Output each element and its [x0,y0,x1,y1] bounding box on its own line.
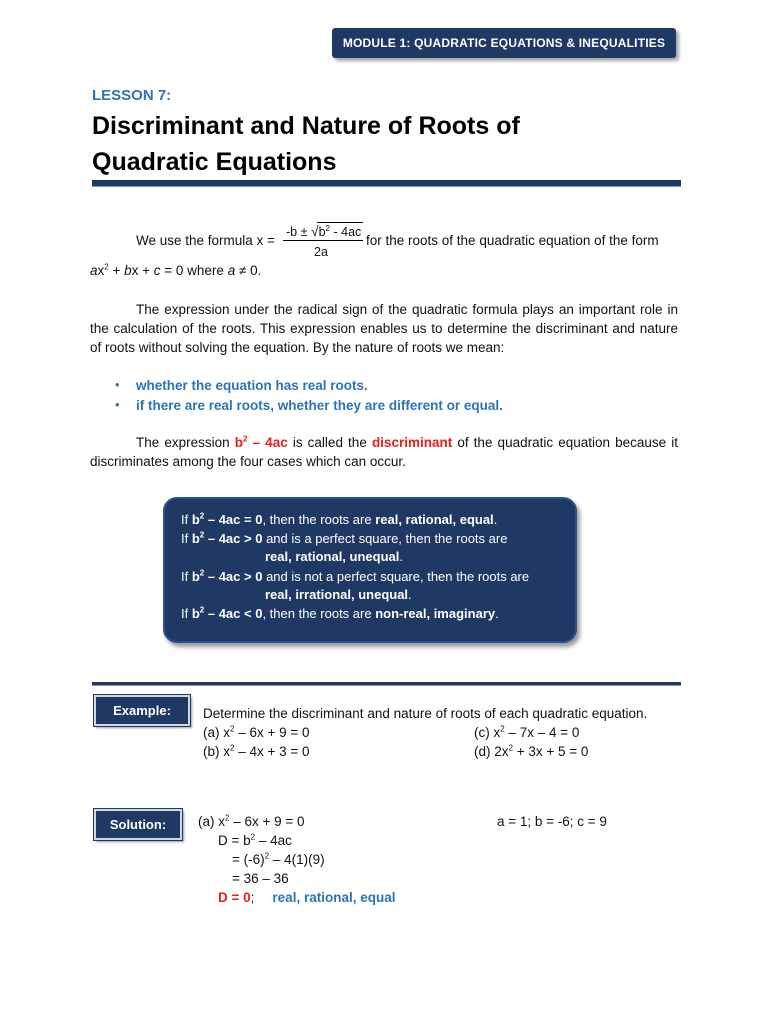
formula-suffix: for the roots of the quadratic equation of the form [366,233,659,248]
exponent: 2 [508,743,513,753]
eq-post: – 6x + 9 = 0 [229,814,305,829]
eq-post: – 6x + 9 = 0 [234,725,310,740]
exponent: 2 [199,530,205,540]
result-nature: real, rational, equal [272,890,396,905]
numerator-rest: - 4ac [330,225,362,239]
text: and is not a perfect square, then the roots are [262,569,530,584]
eq-pre: (d) 2x [474,744,509,759]
cond-rest: – 4ac > 0 [204,531,263,546]
case-result: real, rational, unequal [265,549,400,564]
example-label: Example: [94,695,190,726]
eq-pre: (b) x [203,744,230,759]
text: and is a perfect square, then the roots are [262,531,508,546]
lesson-title [92,108,712,180]
radical-icon: √ [310,223,319,239]
text: is called the [287,435,372,450]
paragraph-radical: The expression under the radical sign of the quadratic formula plays an important role in the calculation of the roots. This expression enables us to determine the discriminant and nature of roots without solving the equation. By the nature of roots we mean: [90,302,678,355]
text: The expression [136,435,235,450]
lesson-title-line2: Quadratic Equations [92,148,337,176]
coef-b: b [124,263,132,278]
title-divider [92,180,681,187]
exponent: 2 [199,511,205,521]
text: If [181,512,192,527]
exponent: 2 [325,223,331,233]
bullet-icon: • [115,397,120,412]
step-post: – 4(1)(9) [269,852,325,867]
paragraph-discriminant [90,433,678,471]
coef-a: a [90,263,98,278]
text: . [495,606,499,621]
case-negative [181,605,499,623]
exponent: 2 [264,851,270,861]
cond-rest: – 4ac = 0 [204,512,263,527]
discriminant-expression [235,435,288,450]
discriminant-term: discriminant [371,435,453,450]
exponent: 2 [500,724,505,734]
solution-step-2 [232,850,325,869]
example-b [203,742,310,761]
text: If [181,531,192,546]
solution-result [218,888,395,907]
coef-a: a [227,263,236,278]
case-equal [181,511,497,529]
fraction-bar [283,240,363,241]
cond: b [191,606,200,621]
exponent: 2 [199,568,205,578]
expr-b: b [234,435,244,450]
exponent: 2 [230,743,235,753]
numerator-left: -b ± [286,225,308,239]
text: ; [250,890,255,905]
eq-pre: (c) x [474,725,501,740]
text: of the quadratic equation because it discriminates among the four cases which can occur. [90,435,678,469]
not-zero: ≠ 0. [235,263,262,278]
formula-prefix: We use the formula x = [136,233,275,248]
text: . [399,549,403,564]
eq-post: – 4x + 3 = 0 [234,744,310,759]
cond: b [191,531,200,546]
eq-post: – 7x – 4 = 0 [504,725,580,740]
text: , then the roots are [262,512,376,527]
eq-post: + 3x + 5 = 0 [512,744,589,759]
text: , then the roots are [262,606,376,621]
cond: b [191,512,200,527]
bullet-item-1: whether the equation has real roots. [136,378,368,393]
solution-step-1 [218,831,292,850]
example-d [474,742,588,761]
equals-where: = 0 where [160,263,228,278]
solution-label: Solution: [94,809,182,840]
cases-box [163,497,577,643]
case-result: real, irrational, unequal [265,587,409,602]
step-post: – 4ac [255,833,292,848]
case-result: real, rational, equal [375,512,494,527]
solution-coefficients: a = 1; b = -6; c = 9 [497,814,607,829]
exponent: 2 [250,832,256,842]
var-x-term: x + [131,263,154,278]
case-perfect-square-result [265,548,403,566]
plus: + [108,263,125,278]
text: If [181,569,192,584]
step-pre: D = b [218,833,251,848]
text: . [408,587,412,602]
case-not-perfect-square [181,568,529,586]
case-result: non-real, imaginary [375,606,496,621]
eq-pre: (a) x [198,814,225,829]
result-d: D = 0 [218,890,251,905]
lesson-number: LESSON 7: [92,87,172,104]
example-a [203,723,310,742]
numerator-radicand: b [318,225,326,239]
cond-rest: – 4ac < 0 [204,606,263,621]
module-header: MODULE 1: QUADRATIC EQUATIONS & INEQUALITIES [332,28,676,58]
cond-rest: – 4ac > 0 [204,569,263,584]
quadratic-form [90,261,261,280]
exponent: 2 [199,605,205,615]
example-c [474,723,579,742]
text: If [181,606,192,621]
case-not-perfect-square-result [265,586,412,604]
solution-step-3: = 36 – 36 [232,871,289,886]
exponent: 2 [225,813,230,823]
var-x: x [97,263,105,278]
coef-c: c [153,263,161,278]
step-pre: = (-6) [232,852,265,867]
eq-pre: (a) x [203,725,230,740]
expr-rest: – 4ac [247,435,288,450]
lesson-title-line1: Discriminant and Nature of Roots of [92,112,520,140]
section-divider [92,682,681,686]
cond: b [191,569,200,584]
case-perfect-square [181,530,507,548]
exponent: 2 [243,434,248,444]
exponent: 2 [104,262,109,272]
formula-denominator: 2a [314,245,328,259]
radical-bar [317,222,363,223]
bullet-icon: • [115,377,120,392]
exponent: 2 [230,724,235,734]
bullet-item-2: if there are real roots, whether they are different or equal. [136,398,503,413]
solution-equation [198,812,305,831]
formula-numerator [286,223,361,239]
text: . [493,512,498,527]
example-instruction: Determine the discriminant and nature of roots of each quadratic equation. [203,706,648,721]
